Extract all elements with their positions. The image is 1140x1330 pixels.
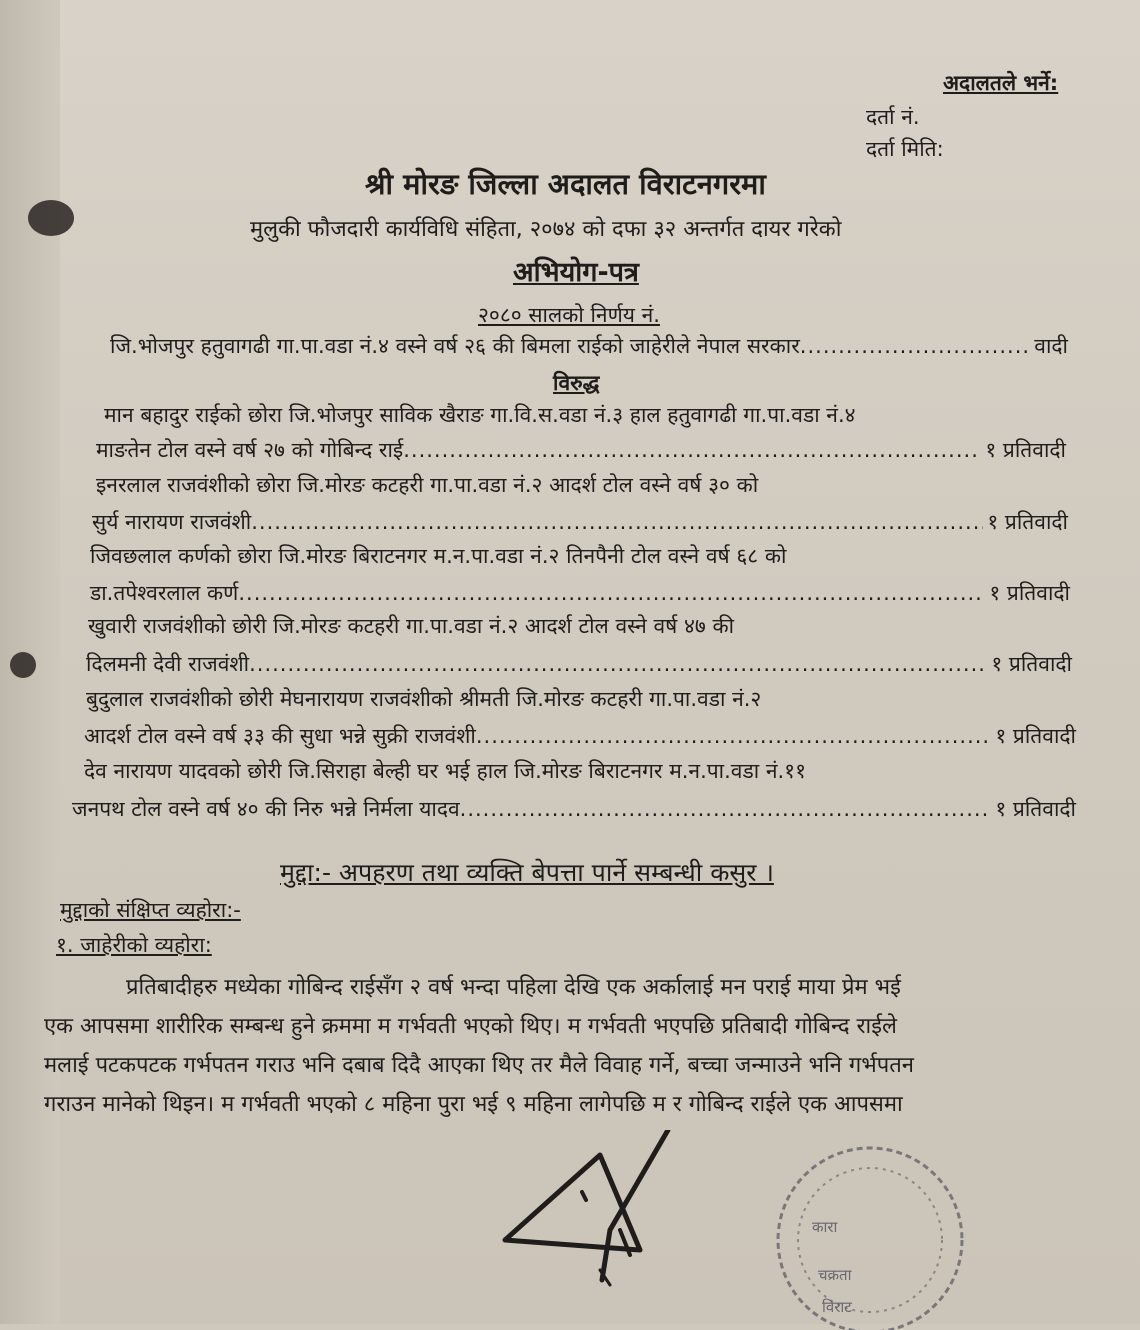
court-title: श्री मोरङ जिल्ला अदालत विराटनगरमा [365, 167, 766, 201]
ink-blot [28, 200, 74, 236]
defendant-1-name: माङतेन टोल वस्ने वर्ष २७ को गोबिन्द राई [96, 438, 404, 462]
defendant-4-line1: खुवारी राजवंशीको छोरी जि.मोरङ कटहरी गा.पा.वडा नं.२ आदर्श टोल वस्ने वर्ष ४७ की [88, 614, 735, 638]
defendant-5-name: आदर्श टोल वस्ने वर्ष ३३ की सुधा भन्ने सुक्री राजवंशी [84, 724, 476, 748]
dot-leader [251, 510, 983, 534]
defendant-6-line1: देव नारायण यादवको छोरी जि.सिराहा बेल्ही घर भई हाल जि.मोरङ बिराटनगर म.न.पा.वडा नं.११ [84, 759, 806, 783]
stamp-text-top: कारा [812, 1218, 838, 1236]
plaintiff-row [110, 332, 1068, 358]
decision-number: २०८० सालको निर्णय नं. [478, 303, 660, 327]
defendant-2-line1: इनरलाल राजवंशीको छोरा जि.मोरङ कटहरी गा.पा.वडा नं.२ आदर्श टोल वस्ने वर्ष ३० को [96, 473, 759, 497]
defendant-2-name: सुर्य नारायण राजवंशी [92, 510, 252, 534]
defendant-4-role: १ प्रतिवादी [991, 652, 1072, 676]
defendant-6-role: १ प्रतिवादी [995, 797, 1076, 821]
defendant-6-name: जनपथ टोल वस्ने वर्ष ४० की निरु भन्ने निर्मला यादव [72, 797, 460, 821]
defendant-1-row [96, 436, 1066, 462]
defendant-2-row [92, 508, 1068, 534]
defendant-6-row [72, 795, 1076, 821]
summary-heading: मुद्दाको संक्षिप्त व्यहोरा:- [60, 898, 241, 922]
defendant-3-line1: जिवछलाल कर्णको छोरा जि.मोरङ बिराटनगर म.न.पा.वडा नं.२ तिनपैनी टोल वस्ने वर्ष ६८ को [90, 544, 787, 568]
document-title: अभियोग-पत्र [513, 257, 639, 288]
filed-under-line: मुलुकी फौजदारी कार्यविधि संहिता, २०७४ को दफा ३२ अन्तर्गत दायर गरेको [250, 217, 842, 242]
dot-leader [238, 581, 985, 605]
section-1-line: प्रतिबादीहरु मध्येका गोबिन्द राईसँग २ वर्ष भन्दा पहिला देखि एक अर्कालाई मन पराई माया प्रेम भई [126, 975, 901, 1000]
case-title: मुद्दा:- अपहरण तथा व्यक्ति बेपत्ता पार्ने सम्बन्धी कसुर । [280, 858, 774, 887]
defendant-3-role: १ प्रतिवादी [989, 581, 1070, 605]
signature [490, 1130, 730, 1310]
defendant-3-name: डा.तपेश्वरलाल कर्ण [90, 581, 239, 605]
office-use-label: अदालतले भर्ने: [943, 71, 1059, 95]
section-1-line: एक आपसमा शारीरिक सम्बन्ध हुने क्रममा म गर्भवती भएको थिए। म गर्भवती भएपछि प्रतिबादी गोबिन्द राईले [44, 1014, 897, 1039]
defendant-3-row [90, 579, 1070, 605]
registration-date-label: दर्ता मिति: [866, 137, 944, 161]
defendant-4-row [86, 650, 1072, 676]
stamp-text-middle: चक्रता [818, 1266, 852, 1284]
defendant-5-row [84, 722, 1076, 748]
defendant-1-line1: मान बहादुर राईको छोरा जि.भोजपुर साविक खैराङ गा.वि.स.वडा नं.३ हाल हतुवागढी गा.पा.वडा नं.४ [104, 403, 856, 427]
defendant-2-role: १ प्रतिवादी [987, 510, 1068, 534]
dot-leader [249, 652, 987, 676]
dot-leader [403, 438, 981, 462]
stamp-text-bottom: विराट [822, 1298, 852, 1316]
section-1-line: मलाई पटकपटक गर्भपतन गराउ भनि दबाब दिदै आएका थिए तर मैले विवाह गर्ने, बच्चा जन्माउने भनि गर्भपतन [44, 1053, 914, 1078]
dot-leader [460, 797, 992, 821]
ink-blot [10, 652, 36, 678]
defendant-1-role: १ प्रतिवादी [985, 438, 1066, 462]
defendant-5-role: १ प्रतिवादी [995, 724, 1076, 748]
official-stamp [760, 1130, 980, 1330]
versus-label: विरुद्ध [553, 371, 600, 395]
registration-number-label: दर्ता नं. [866, 105, 920, 129]
defendant-5-line1: बुदुलाल राजवंशीको छोरी मेघनारायण राजवंशीको श्रीमती जि.मोरङ कटहरी गा.पा.वडा नं.२ [86, 687, 762, 711]
dot-leader [476, 724, 991, 748]
section-1-heading: १. जाहेरीको व्यहोरा: [56, 933, 212, 957]
section-1-line: गराउन मानेको थिइन। म गर्भवती भएको ८ महिना पुरा भई ९ महिना लागेपछि म र गोबिन्द राईले एक आपसमा [44, 1092, 903, 1117]
defendant-4-name: दिलमनी देवी राजवंशी [86, 652, 250, 676]
dot-leader [800, 334, 1030, 358]
plaintiff-role: वादी [1034, 334, 1068, 358]
plaintiff-text: जि.भोजपुर हतुवागढी गा.पा.वडा नं.४ वस्ने वर्ष २६ की बिमला राईको जाहेरीले नेपाल सरकार [110, 334, 800, 358]
